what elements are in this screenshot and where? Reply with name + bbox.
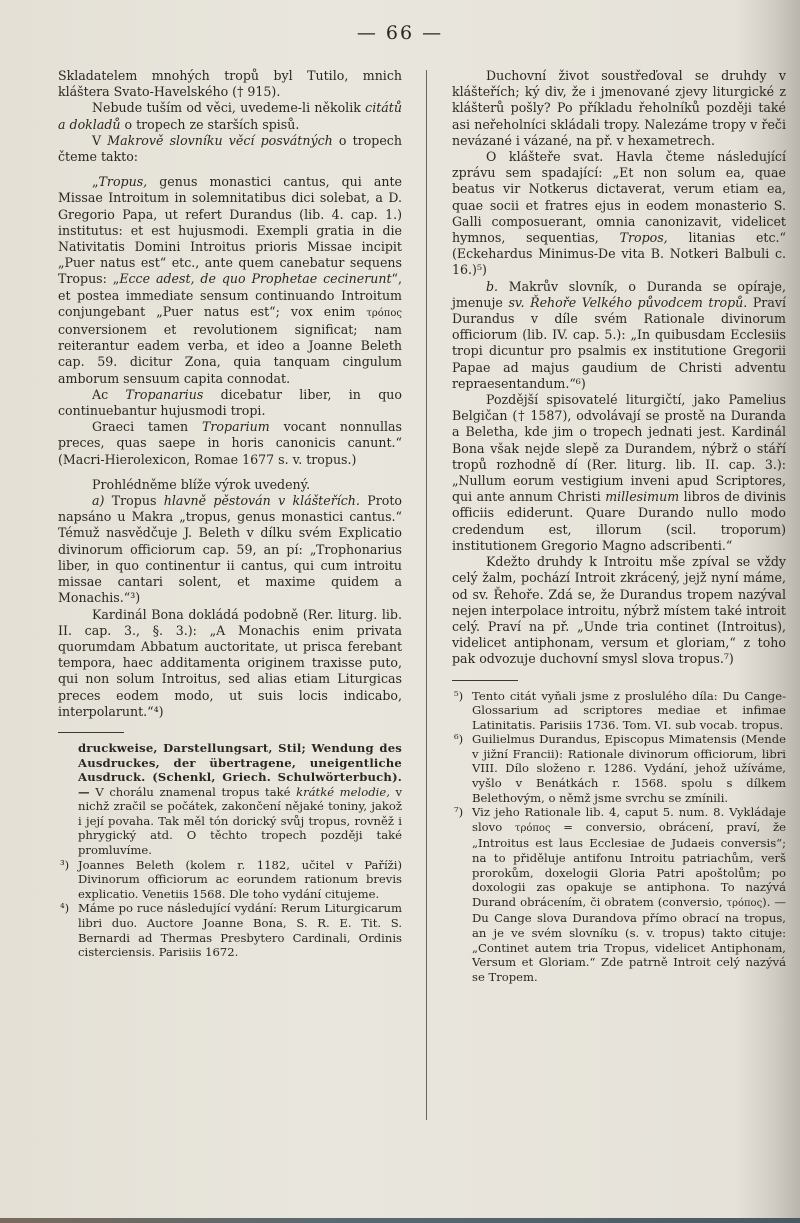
italic-text: krátké melodie, <box>296 784 390 799</box>
footnote-text: ). — Du Cange slova Durandova přímo obrací na tropus, an je ve svém slovníku (s. v. tropus) takto cituje: „Continet autem tria Tropus, videlicet Antiphonam, Versum et Gloriam.“ Zde patrně Introit celý nazývá se Tropem. <box>472 894 786 984</box>
paragraph-text: vocant nonnullas preces, quas saepe in horis canonicis canunt.“ (Macri-Hierolexicon, Romae 1677 s. v. tropus.) <box>58 419 402 467</box>
footnote-4 <box>58 901 402 959</box>
paragraph <box>58 133 402 165</box>
greek-word: τρόπος <box>726 897 763 909</box>
italic-text: a) <box>92 493 105 509</box>
paragraph-text: Kardinál Bona dokládá podobně (Rer. liturg. lib. II. cap. 3., §. 3.): „A Monachis enim privata quorumdam Abbatum auctoritate, ut prisca ferebant tempora, haec additamenta originem traxisse puto, qui non solum Introitus, sed alias etiam Liturgicas preces eodem modo, ut suis locis indicabo, interpolarunt.“⁴) <box>58 606 402 719</box>
footnote-text: Joannes Beleth (kolem r. 1182, učitel v Paříži) Divinorum officiorum ac eorundem rationum brevis explicatio. Venetiis 1568. Dle toho vydání citujeme. <box>78 857 402 901</box>
paragraph-text: O klášteře svat. Havla čteme následující zprávu sem spadající: „Et non solum ea, quae beatus vir Notkerus dictaverat, verum etiam ea, quae socii et fratres ejus in eodem monasterio S. Galli composuerant, omnia canonizavit, videlicet hymnos, sequentias, <box>452 149 786 246</box>
italic-text: Tropanarius <box>125 386 204 402</box>
italic-text: Troparium <box>202 419 270 435</box>
footnote-mark: ⁷) <box>454 805 464 820</box>
footnote-text: Viz jeho Rationale lib. 4, caput 5. num. 8. Vykládaje slovo <box>472 805 786 834</box>
paragraph-text: Graeci tamen <box>92 419 189 435</box>
paragraph-text: litanias etc.“ (Eckehardus Minimus-De vita B. Notkeri Balbuli c. 16.)⁵) <box>452 230 786 278</box>
paragraph-text: Tropus <box>111 493 157 509</box>
italic-text: Ecce adest, de quo Prophetae cecinerunt <box>119 271 392 287</box>
paragraph-text: Makrův slovník, o Duranda se opíraje, jmenuje <box>452 278 786 310</box>
footnote-continued <box>58 741 402 858</box>
greek-word: τρόπος <box>514 822 551 834</box>
footnote-text: v nichž zračil se počátek, zakončení nějaké toniny, jakož i její povaha. Tak měl tón dorický svůj tropus, rovněž i phrygický atd. O těchto tropech později také promluvíme. <box>78 784 403 858</box>
footnote-text: = conversio, obrácení, praví, že „Introitus est laus Ecclesiae de Judaeis conversis“; na to přiděluje antifonu Introitu patriachům, verš prorokům, doxelogii Gloria Patri apoštolům; po doxologii zas opakuje se antiphona. To nazývá Durand obrácením, či obratem (conversio, <box>472 819 787 909</box>
italic-text: b. <box>486 278 499 294</box>
paragraph-text: Ac <box>92 386 109 402</box>
paragraph <box>58 477 402 493</box>
paragraph-text: Praví Durandus v díle svém Rationale divinorum officiorum (lib. IV. cap. 5.): „In quibusdam Ecclesiis tropi dicuntur pro psalmis ex institutione Gregorii Papae ad majus gaudium de Christi adventu repraesentandum.“⁶) <box>452 294 786 391</box>
paragraph-text: Prohlédněme blíže výrok uvedený. <box>92 476 311 492</box>
footnote-3 <box>58 858 402 902</box>
footnote-text: Tento citát vyňali jsme z proslulého díla: Du Cange-Glossarium ad scriptores mediae et infimae Latinitatis. Parisiis 1736. Tom. VI. sub vocab. tropus. <box>472 688 786 732</box>
column-divider <box>426 70 427 1120</box>
footnote-rule <box>452 680 518 681</box>
footnote-5 <box>452 689 786 733</box>
footnote-mark: ⁵) <box>454 688 464 703</box>
footnote-mark: ³) <box>60 857 70 872</box>
greek-word: τρόπος <box>366 307 402 319</box>
footnote-text: V chorálu znamenal tropus také <box>95 784 291 799</box>
italic-text: citátů a dokladů <box>58 100 402 132</box>
page-number: — 66 — <box>356 22 444 44</box>
footnote-text: Máme po ruce následující vydání: Rerum Liturgicarum libri duo. Auctore Joanne Bona, S. R. E. Tit. S. Bernardi ad Thermas Presbytero Cardinali, Ordinis cisterciensis. Parisiis 1672. <box>78 901 402 960</box>
paragraph <box>452 392 786 554</box>
paragraph <box>58 607 402 720</box>
italic-text: millesimum <box>605 489 680 505</box>
paragraph <box>58 493 402 606</box>
paragraph <box>58 387 402 419</box>
right-column <box>452 68 786 984</box>
quote-mark: „ <box>92 174 99 190</box>
footnote-6 <box>452 732 786 805</box>
italic-text: hlavně pěstován v klášteřích. <box>163 493 360 509</box>
fraktur-text: druckweise, Darstellungsart, Stil; Wendung des Ausdruckes, der übertragene, uneigentliche Ausdruck. (Schenkl, Griech. Schulwörterbuch). — <box>78 740 402 799</box>
paragraph <box>452 149 786 279</box>
paragraph-text: Kdežto druhdy k Introitu mše zpíval se vždy celý žalm, pochází Introit zkrácený, jejž nyní máme, od sv. Řehoře. Zdá se, že Durandus tropem nazýval nejen interpolace introitu, nýbrž místem také introit celý. Praví na př. „Unde tria continet (Introitus), videlicet antiphonam, versum et gloriam,“ z toho pak odvozuje duchovní smysl slova tropus.⁷) <box>452 554 786 667</box>
paragraph-text: Nebude tuším od věci, uvedeme-li několik <box>92 100 361 116</box>
paragraph-text: “, et postea immediate sensum continuando Introitum conjungebant „Puer natus est“; vox enim <box>58 271 402 319</box>
paragraph-text: V <box>92 132 102 148</box>
paragraph-text: o tropech čteme takto: <box>58 132 402 165</box>
paragraph-text: o tropech ze starších spisů. <box>124 116 300 132</box>
footnote-rule <box>58 732 124 733</box>
paragraph <box>58 419 402 468</box>
footnote-mark: ⁶) <box>454 732 464 747</box>
page-bottom-edge <box>0 1218 800 1223</box>
paragraph-text: Pozdější spisovatelé liturgičtí, jako Pamelius Belgičan († 1587), odvolávají se prostě na Duranda a Beletha, kde jim o tropech jednati jest. Kardinál Bona však nejde slepě za Durandem, nýbrž o stáří tropů rozhodně dí (Rer. liturg. lib. II. cap. 3.): „Nullum eorum vestigium inveni apud Scriptores, qui ante annum Christi <box>452 392 786 505</box>
paragraph-text: Skladatelem mnohých tropů byl Tutilo, mnich kláštera Svato-Havelského († 915). <box>58 68 402 100</box>
paragraph-text: libros de divinis officiis ediderunt. Quare Durando nullo modo credendum est, illorum (scil. troporum) institutionem Gregorio Magno adscribenti.“ <box>452 489 786 553</box>
italic-text: Tropus, <box>98 174 148 190</box>
quote-paragraph <box>58 174 402 387</box>
paragraph-text: Duchovní život soustřeďoval se druhdy v klášteřích; ký div, že i jmenované zjevy liturgické z klášterů pošly? Po příkladu řeholníků později také asi neřeholníci skládali tropy. Nalezáme tropy v řeči nevázané i vázané, na př. v hexametrech. <box>452 68 786 148</box>
paragraph-text: conversionem et revolutionem significat; nam reiterantur eadem verba, et ideo a Joanne Beleth cap. 59. dicitur Zona, quia tanquam cingulum amborum sensuum capita connodat. <box>58 322 402 386</box>
paragraph <box>452 554 786 667</box>
left-column <box>58 68 402 960</box>
footnote-7 <box>452 805 786 984</box>
paragraph <box>452 68 786 149</box>
paragraph-text: genus monastici cantus, qui ante Missae Introitum in solemnitatibus dici solebat, a D. Gregorio Papa, ut refert Durandus (lib. 4. cap. 1.) institutus: et est hujusmodi. Exempli gratia in die Nativitatis Domini Introitus prioris Missae incipit „Puer natus est“ etc., ante quem canebatur sequens Tropus: „ <box>58 174 402 287</box>
footnote-text: Guilielmus Durandus, Episcopus Mimatensis (Mende v jižní Francii): Rationale divinorum officiorum, libri VIII. Dílo složeno r. 1286. Vydání, jehož užíváme, vyšlo v Benátkách r. 1568. spolu s dílkem Belethovým, o němž jsme svrchu se zmínili. <box>472 732 786 805</box>
footnote-mark: ⁴) <box>60 901 70 916</box>
paragraph <box>58 100 402 132</box>
paragraph <box>452 279 786 392</box>
paragraph-text: Proto napsáno u Makra „tropus, genus monastici cantus.“ Témuž nasvědčuje J. Beleth v dílku svém Explicatio divinorum officiorum cap. 59, an pí: „Trophonarius liber, in quo continentur ii cantus, qui cum introitu missae cantari solent, et maxime quidem a Monachis.“³) <box>58 493 402 606</box>
italic-text: Tropos, <box>619 230 668 246</box>
italic-text: Makrově slovníku věcí posvátných <box>107 132 333 148</box>
paragraph-text: dicebatur liber, in quo continuebantur hujusmodi tropi. <box>58 386 402 419</box>
italic-text: sv. Řehoře Velkého původcem tropů. <box>508 294 748 310</box>
paragraph <box>58 68 402 100</box>
